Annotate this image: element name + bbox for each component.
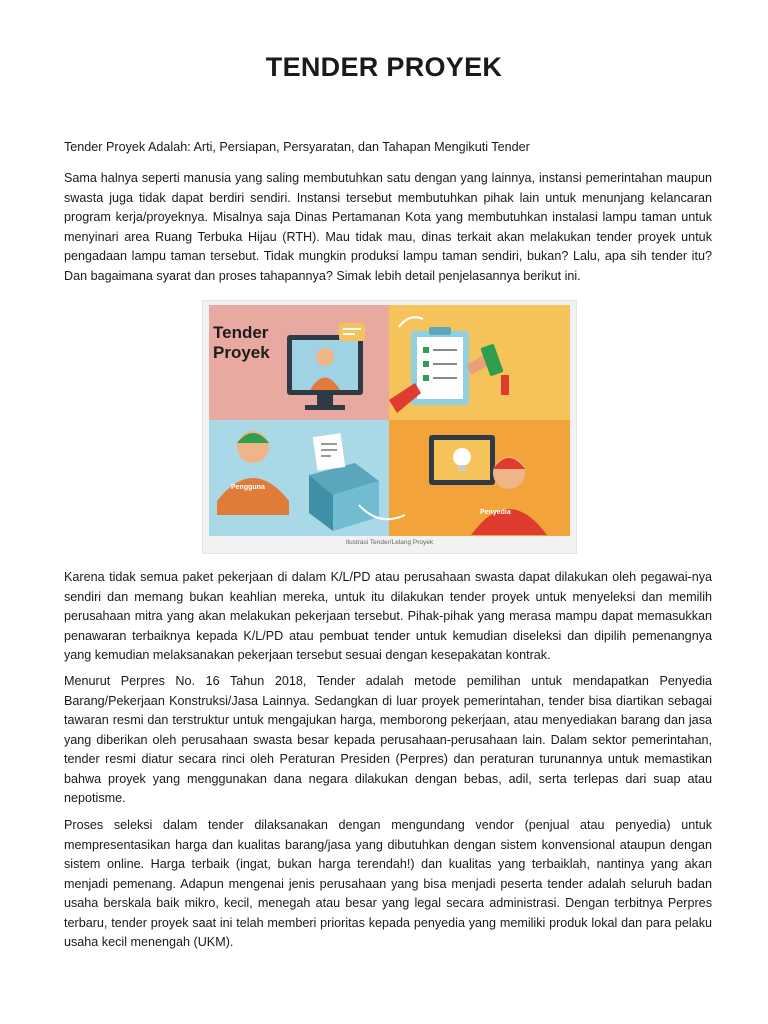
figure-caption: Ilustrasi Tender/Lelang Proyek <box>345 539 434 546</box>
illustration-title <box>213 323 270 363</box>
page-title: TENDER PROYEK <box>265 52 503 82</box>
illustration-title-line-2: Proyek <box>213 343 270 362</box>
label-penyedia: Penyedia <box>480 509 511 516</box>
paragraph-2: Karena tidak semua paket pekerjaan di dalam K/L/PD atau perusahaan swasta dapat dilakukan oleh pegawai-nya sendiri dan memang bukan keahlian mereka, untuk itu dilakukan tender proyek untuk menyeleksi dan memilih perusahaan mitra yang akan melakukan pekerjaan tersebut. Pihak-pihak yang merasa mampu dapat memasukkan penawaran terbaiknya kepada K/L/PD atau pembuat tender untuk kemudian diseleksi dan dipilih pemenangnya yang kemudian melaksanakan pekerjaan tersebut sesuai dengan kesepakatan kontrak. <box>64 570 712 662</box>
illustration-title-line-1: Tender <box>213 323 269 342</box>
paragraph-4: Proses seleksi dalam tender dilaksanakan dengan mengundang vendor (penjual atau penyedia) untuk mempresentasikan harga dan kualitas barang/jasa yang dibutuhkan dengan sistem konvensional ataupun dengan sistem online. Harga terbaik (ingat, bukan harga terendah!) dan kualitas yang terbaiklah, nantinya yang akan menjadi pemenang. Adapun mengenai jenis perusahaan yang bisa menjadi peserta tender adalah seluruh badan usaha berskala baik mikro, kecil, menegah atau besar yang legal secara administrasi. Dengan terbitnya Perpres terbaru, tender proyek saat ini telah memberi prioritas kepada penyedia yang memiliki produk lokal dan para pelaku usaha kecil menengah (UKM). <box>64 818 712 949</box>
document-subtitle: Tender Proyek Adalah: Arti, Persiapan, Persyaratan, dan Tahapan Mengikuti Tender <box>64 140 530 154</box>
label-pengguna: Pengguna <box>231 484 265 491</box>
paragraph-3: Menurut Perpres No. 16 Tahun 2018, Tender adalah metode pemilihan untuk mendapatkan Penyedia Barang/Pekerjaan Konstruksi/Jasa Lainnya. Sedangkan di luar proyek pemerintahan, tender bisa diartikan sebagai tawaran resmi dan terstruktur untuk mengajukan harga, memborong pekerjaan, atau menyediakan barang dan jasa yang diberikan oleh perusahaan swasta besar kepada perusahaan-perusahaan lain. Dalam sektor pemerintahan, tender resmi diatur secara rinci oleh Peraturan Presiden (Perpres) dan peraturan turunannya untuk memastikan bahwa proyek yang menggunakan dana negara dilakukan dengan bebas, adil, serta terlepas dari suap atau nepotisme. <box>64 674 712 805</box>
illustration-figure <box>202 300 577 554</box>
paragraph-1: Sama halnya seperti manusia yang saling membutuhkan satu dengan yang lainnya, instansi pemerintahan maupun swasta juga tidak dapat berdiri sendiri. Instansi tersebut membutuhkan pihak lain untuk menunjang kelancaran program kerja/proyeknya. Misalnya saja Dinas Pertamanan Kota yang membutuhkan instalasi lampu taman untuk menyinari area Ruang Terbuka Hijau (RTH). Mau tidak mau, dinas terkait akan melakukan tender proyek untuk pengadaan lampu taman tersebut. Tidak mungkin produksi lampu taman sendiri, bukan? Lalu, apa sih tender itu? Dan bagaimana syarat dan proses tahapannya? Simak lebih detail penjelasannya berikut ini. <box>64 171 712 283</box>
